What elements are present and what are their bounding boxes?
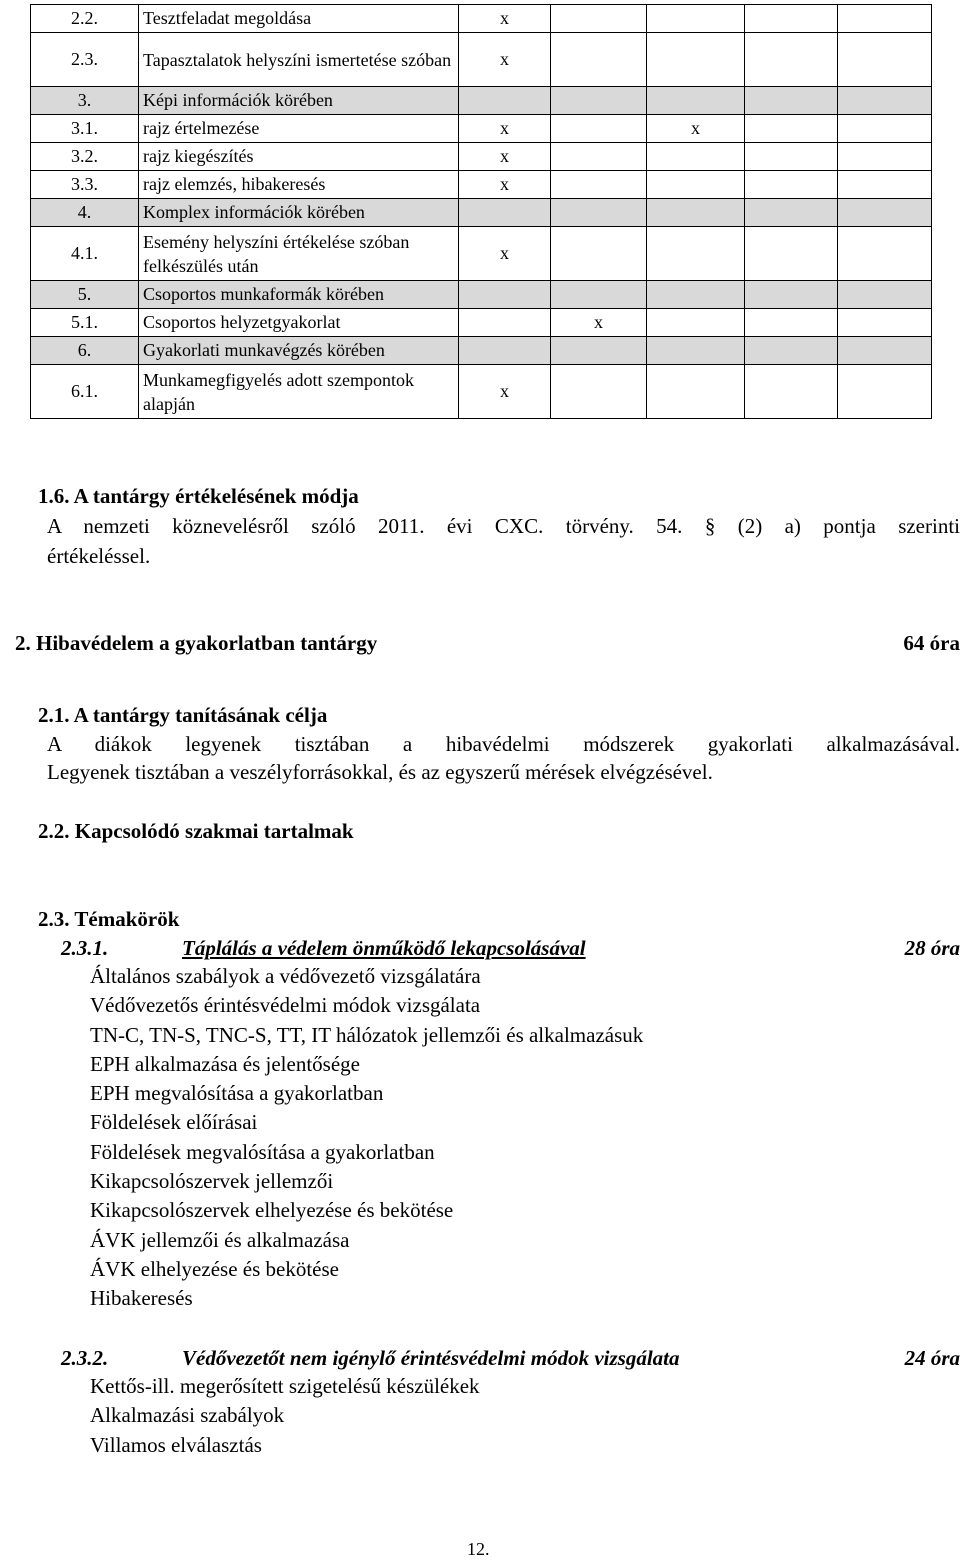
table-row	[31, 309, 932, 337]
section-2-1-text-line2: Legyenek tisztában a veszélyforrásokkal, és az egyszerű mérések elvégzésével.	[47, 760, 713, 784]
row-label-cell	[139, 337, 459, 365]
row-label-cell	[139, 309, 459, 337]
row-label-cell	[139, 5, 459, 33]
row-label-cell	[139, 365, 459, 419]
table-section-row	[31, 337, 932, 365]
table-row	[31, 365, 932, 419]
mark-cell-2	[551, 337, 647, 365]
mark-cell-1	[459, 199, 551, 227]
mark-cell-3	[647, 87, 745, 115]
topic-item: Villamos elválasztás	[90, 1432, 262, 1457]
mark-cell-2	[551, 5, 647, 33]
topic1-number: 2.3.1.	[61, 936, 109, 960]
topic-item: Kettős-ill. megerősített szigetelésű készülékek	[90, 1374, 480, 1398]
row-number-cell: 4.1.	[31, 227, 139, 281]
mark-cell-5	[838, 309, 932, 337]
row-number-cell: 3.2.	[31, 143, 139, 171]
row-label: rajz értelmezése	[143, 118, 260, 138]
mark-cell-3	[647, 171, 745, 199]
row-label-cell	[139, 227, 459, 281]
mark-cell-4	[745, 309, 838, 337]
topic-item: Alkalmazási szabályok	[90, 1403, 285, 1428]
table-row	[31, 171, 932, 199]
topic-item: ÁVK elhelyezése és bekötése	[90, 1256, 339, 1281]
section-2-1-heading: 2.1. A tantárgy tanításának célja	[38, 703, 328, 727]
row-label: Gyakorlati munkavégzés körében	[143, 340, 385, 360]
topic2-number: 2.3.2.	[61, 1346, 109, 1370]
topic-item: Általános szabályok a védővezető vizsgálatára	[90, 964, 481, 988]
table-row	[31, 227, 932, 281]
mark-cell-1: x	[459, 115, 551, 143]
row-number-cell: 3.3.	[31, 171, 139, 199]
row-number-cell: 2.2.	[31, 5, 139, 33]
row-label-cell	[139, 143, 459, 171]
table-row	[31, 33, 932, 87]
mark-cell-4	[745, 171, 838, 199]
mark-cell-5	[838, 115, 932, 143]
table-section-row	[31, 281, 932, 309]
mark-cell-5	[838, 143, 932, 171]
mark-cell-4	[745, 5, 838, 33]
mark-cell-4	[745, 227, 838, 281]
section-1-6-text-line1: A nemzeti köznevelésről szóló 2011. évi CXC. törvény. 54. § (2) a) pontja szerinti	[47, 514, 960, 538]
topic-item: ÁVK jellemzői és alkalmazása	[90, 1227, 350, 1252]
row-number-cell: 3.	[31, 87, 139, 115]
topic-item: Kikapcsolószervek jellemzői	[90, 1169, 334, 1194]
mark-cell-1: x	[459, 227, 551, 281]
row-number-cell: 2.3.	[31, 33, 139, 87]
row-number-cell: 5.	[31, 281, 139, 309]
table-section-row	[31, 199, 932, 227]
row-label: rajz kiegészítés	[143, 146, 254, 166]
row-number-cell: 4.	[31, 199, 139, 227]
section-1-6-heading: 1.6. A tantárgy értékelésének módja	[38, 484, 359, 508]
mark-cell-1: x	[459, 143, 551, 171]
mark-cell-2	[551, 365, 647, 419]
mark-cell-3	[647, 199, 745, 227]
mark-cell-4	[745, 143, 838, 171]
table-row	[31, 143, 932, 171]
topic-item: Földelések előírásai	[90, 1110, 258, 1135]
mark-cell-3	[647, 33, 745, 87]
mark-cell-1: x	[459, 171, 551, 199]
row-label-cell	[139, 115, 459, 143]
mark-cell-5	[838, 5, 932, 33]
row-label: Csoportos helyzetgyakorlat	[143, 312, 341, 332]
mark-cell-1	[459, 309, 551, 337]
mark-cell-3	[647, 5, 745, 33]
mark-cell-3	[647, 281, 745, 309]
mark-cell-2	[551, 115, 647, 143]
topic1-title: Táplálás a védelem önműködő lekapcsolásával	[182, 936, 586, 960]
topic-item: TN-C, TN-S, TNC-S, TT, IT hálózatok jellemzői és alkalmazásuk	[90, 1022, 644, 1047]
mark-cell-5	[838, 171, 932, 199]
row-label: Tesztfeladat megoldása	[143, 8, 312, 28]
mark-cell-5	[838, 227, 932, 281]
mark-cell-4	[745, 365, 838, 419]
row-number-cell: 6.	[31, 337, 139, 365]
activity-table	[30, 4, 932, 419]
mark-cell-1: x	[459, 5, 551, 33]
mark-cell-3	[647, 143, 745, 171]
topic1-content-list	[90, 962, 643, 1314]
topic1-hours: 28 óra	[904, 936, 960, 960]
mark-cell-2	[551, 199, 647, 227]
mark-cell-1	[459, 87, 551, 115]
table-row	[31, 115, 932, 143]
row-label-cell	[139, 281, 459, 309]
section-2-3-heading: 2.3. Témakörök	[38, 907, 180, 931]
mark-cell-3	[647, 337, 745, 365]
activity-table-body	[31, 5, 932, 419]
mark-cell-3: x	[647, 115, 745, 143]
topic-item: Földelések megvalósítása a gyakorlatban	[90, 1139, 435, 1164]
mark-cell-3	[647, 227, 745, 281]
mark-cell-2	[551, 143, 647, 171]
topic-item: EPH megvalósítása a gyakorlatban	[90, 1081, 384, 1106]
row-number-cell: 3.1.	[31, 115, 139, 143]
section-2-1-text-line1: A diákok legyenek tisztában a hibavédelmi módszerek gyakorlati alkalmazásával.	[47, 732, 960, 756]
mark-cell-5	[838, 365, 932, 419]
topic2-title: Védővezetőt nem igénylő érintésvédelmi módok vizsgálata	[182, 1346, 680, 1370]
row-label: Csoportos munkaformák körében	[143, 284, 384, 304]
mark-cell-5	[838, 337, 932, 365]
topic-item: EPH alkalmazása és jelentősége	[90, 1051, 360, 1076]
section-1-6-text-line2: értékeléssel.	[47, 544, 151, 568]
row-label-cell	[139, 87, 459, 115]
subject-heading: 2. Hibavédelem a gyakorlatban tantárgy	[15, 631, 378, 655]
mark-cell-2: x	[551, 309, 647, 337]
mark-cell-4	[745, 337, 838, 365]
mark-cell-5	[838, 33, 932, 87]
mark-cell-3	[647, 365, 745, 419]
mark-cell-1: x	[459, 365, 551, 419]
mark-cell-2	[551, 87, 647, 115]
row-label: Esemény helyszíni értékelése szóban felkészülés után	[143, 231, 410, 276]
mark-cell-3	[647, 309, 745, 337]
topic-item: Kikapcsolószervek elhelyezése és bekötése	[90, 1198, 454, 1223]
topic-item: Hibakeresés	[90, 1286, 193, 1311]
mark-cell-4	[745, 115, 838, 143]
table-section-row	[31, 87, 932, 115]
mark-cell-4	[745, 281, 838, 309]
row-label: Tapasztalatok helyszíni ismertetése szóban	[143, 49, 452, 70]
section-2-2-heading: 2.2. Kapcsolódó szakmai tartalmak	[38, 819, 354, 843]
subject-hours: 64 óra	[903, 631, 960, 655]
row-label: Komplex információk körében	[143, 202, 365, 222]
topic2-hours: 24 óra	[904, 1346, 960, 1370]
row-label-cell	[139, 171, 459, 199]
mark-cell-1	[459, 337, 551, 365]
page-number: 12.	[467, 1539, 490, 1559]
mark-cell-5	[838, 281, 932, 309]
row-label: rajz elemzés, hibakeresés	[143, 174, 326, 194]
mark-cell-4	[745, 33, 838, 87]
row-label: Munkamegfigyelés adott szempontok alapján	[143, 369, 414, 414]
mark-cell-2	[551, 227, 647, 281]
mark-cell-4	[745, 199, 838, 227]
table-row	[31, 5, 932, 33]
mark-cell-2	[551, 171, 647, 199]
mark-cell-1: x	[459, 33, 551, 87]
row-label-cell	[139, 199, 459, 227]
row-label: Képi információk körében	[143, 90, 333, 110]
mark-cell-5	[838, 87, 932, 115]
topic-item: Védővezetős érintésvédelmi módok vizsgálata	[90, 993, 481, 1018]
row-number-cell: 5.1.	[31, 309, 139, 337]
mark-cell-4	[745, 87, 838, 115]
mark-cell-5	[838, 199, 932, 227]
mark-cell-1	[459, 281, 551, 309]
mark-cell-2	[551, 281, 647, 309]
row-number-cell: 6.1.	[31, 365, 139, 419]
mark-cell-2	[551, 33, 647, 87]
topic2-content-list	[90, 1372, 480, 1460]
row-label-cell	[139, 33, 459, 87]
